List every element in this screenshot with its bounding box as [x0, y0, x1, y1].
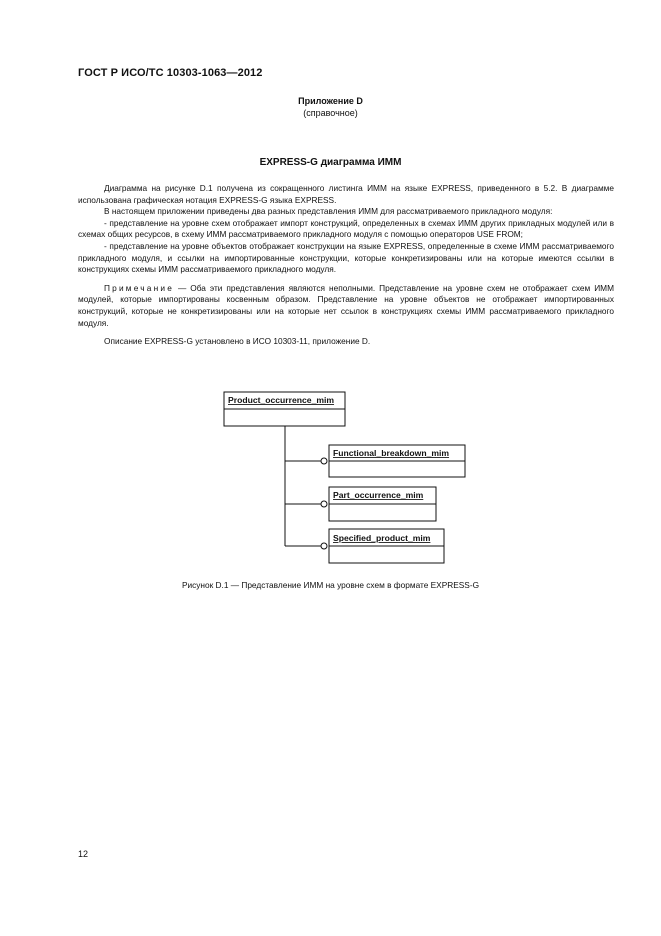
schema-box-imported [329, 487, 436, 521]
schema-box-main [224, 392, 345, 426]
paragraph-1: Диаграмма на рисунке D.1 получена из сокращенного листинга ИММ на языке EXPRESS, приведенного в 5.2. В диаграмме использована графическая нотация EXPRESS-G языка EXPRESS. [78, 183, 614, 205]
connector-branch [285, 458, 327, 464]
connector-branch [285, 501, 327, 507]
schema-box-imported [329, 529, 444, 563]
schema-label-imported: Part_occurrence_mim [333, 490, 424, 500]
schema-label-main: Product_occurrence_mim [228, 395, 335, 405]
paragraph-3: - представление на уровне схем отображает импорт конструкций, определенных в схемах ИММ других прикладных модулей или в схемах общих ресурсов, в схему ИММ рассматриваемого прикладного модуля с помощью операторов USE FROM; [78, 217, 614, 240]
document-header: ГОСТ Р ИСО/ТС 10303-1063—2012 [78, 67, 263, 79]
paragraph-5: Описание EXPRESS-G установлено в ИСО 10303-11, приложение D. [104, 336, 371, 347]
annex-subtitle: (справочное) [303, 108, 358, 118]
connector-branch [285, 543, 327, 549]
note-text: — Оба эти представления являются неполными. Представление на уровне схем не отображает схем ИММ модулей, которые импортированы косвенным образом. Представление на уровне объектов не отображает импортированных конструкций, которые не конкретизированы или на которые нет ссылок в конструкциях схемы ИММ рассматриваемого прикладного модуля. [78, 282, 614, 328]
paragraph-2: В настоящем приложении приведены два разных представления ИММ для рассматриваемого прикладного модуля: [104, 206, 553, 217]
schema-label-imported: Functional_breakdown_mim [333, 448, 450, 458]
section-title: EXPRESS-G диаграмма ИММ [259, 157, 402, 168]
schema-label-imported: Specified_product_mim [333, 533, 431, 543]
annex-title: Приложение D [298, 96, 363, 106]
note-label: Примечание [104, 282, 175, 293]
schema-box-imported [329, 445, 465, 477]
paragraph-4: - представление на уровне объектов отображает конструкции на языке EXPRESS, определенные в схеме ИММ рассматриваемого прикладного модуля, и ссылки на импортированные конструкции, которые конкретизированы или на которые имеются ссылки в конструкциях схемы ИММ рассматриваемого прикладного модуля. [78, 240, 614, 275]
page-number: 12 [78, 849, 89, 859]
figure-caption: Рисунок D.1 — Представление ИММ на уровне схем в формате EXPRESS-G [181, 580, 480, 590]
